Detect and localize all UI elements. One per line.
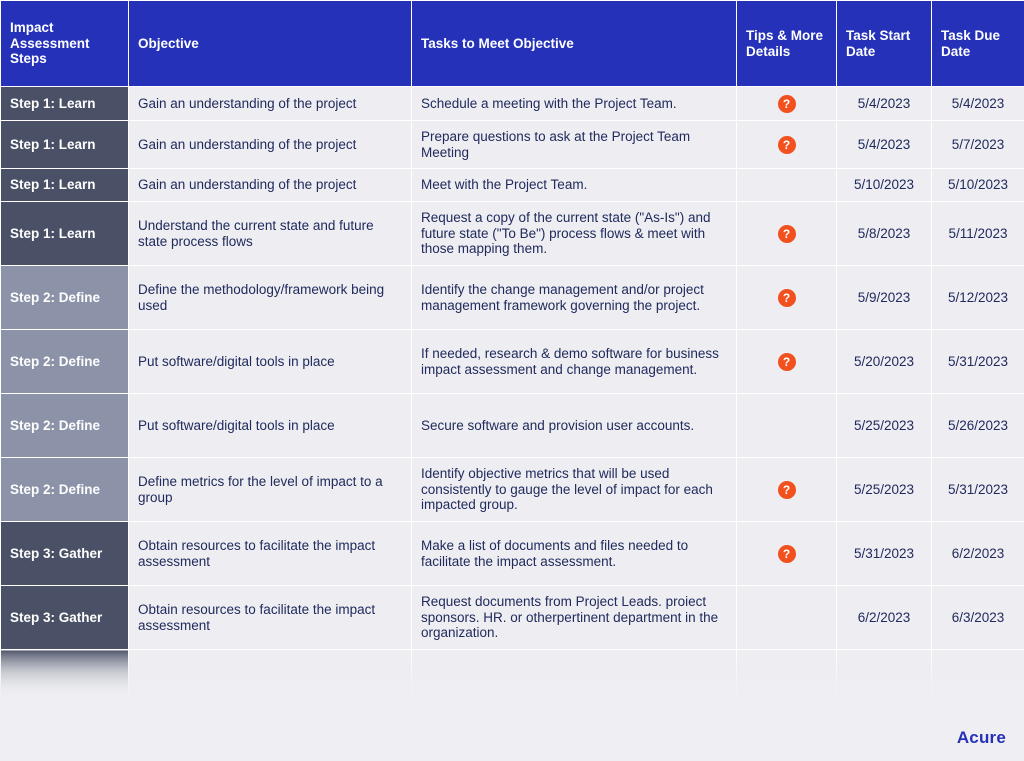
task-cell: Request a copy of the current state ("As-Is") and future state ("To Be") process flows & meet with those mapping them. [412,202,737,266]
header-objective: Objective [129,1,412,87]
header-steps: Impact Assessment Steps [1,1,129,87]
start-date-cell: 5/4/2023 [837,87,932,121]
tips-cell [737,330,837,394]
task-cell: Secure software and provision user accounts. [412,394,737,458]
table-row [1,202,1024,266]
task-cell: If needed, research & demo software for business impact assessment and change management. [412,330,737,394]
help-icon[interactable]: ? [778,353,796,371]
task-cell: Schedule a meeting with the Project Team. [412,87,737,121]
task-cell: Meet with the Project Team. [412,169,737,202]
tips-cell [737,266,837,330]
step-label: Step 3: Gather [1,586,129,650]
objective-cell: Define the methodology/framework being used [129,266,412,330]
due-date-cell: 5/11/2023 [932,202,1024,266]
tips-cell [737,522,837,586]
table-row [1,586,1024,650]
due-date-cell: 6/3/2023 [932,586,1024,650]
task-cell: Request documents from Project Leads. proiect sponsors. HR. or otherpertinent department in the organization. [412,586,737,650]
tips-cell [737,458,837,522]
faded-cell [129,650,412,700]
help-icon[interactable]: ? [778,289,796,307]
table-header-row [1,1,1024,87]
table-row [1,266,1024,330]
objective-cell: Put software/digital tools in place [129,330,412,394]
header-tips: Tips & More Details [737,1,837,87]
tips-cell [737,586,837,650]
task-cell: Identify the change management and/or project management framework governing the project. [412,266,737,330]
header-start-date: Task Start Date [837,1,932,87]
start-date-cell: 5/8/2023 [837,202,932,266]
start-date-cell: 5/4/2023 [837,121,932,169]
table-row [1,458,1024,522]
due-date-cell: 5/31/2023 [932,458,1024,522]
header-due-date: Task Due Date [932,1,1024,87]
table-row [1,522,1024,586]
step-label: Step 2: Define [1,266,129,330]
due-date-cell: 5/4/2023 [932,87,1024,121]
start-date-cell: 5/25/2023 [837,458,932,522]
tips-cell [737,169,837,202]
start-date-cell: 5/25/2023 [837,394,932,458]
due-date-cell: 5/26/2023 [932,394,1024,458]
step-label: Step 2: Define [1,394,129,458]
objective-cell: Understand the current state and future state process flows [129,202,412,266]
due-date-cell: 5/7/2023 [932,121,1024,169]
table-row [1,330,1024,394]
step-label: Step 1: Learn [1,169,129,202]
tips-cell [737,202,837,266]
start-date-cell: 5/10/2023 [837,169,932,202]
objective-cell: Gain an understanding of the project [129,87,412,121]
faded-cell [412,650,737,700]
table-row [1,394,1024,458]
tips-cell [737,87,837,121]
objective-cell: Define metrics for the level of impact to a group [129,458,412,522]
task-cell: Prepare questions to ask at the Project Team Meeting [412,121,737,169]
faded-step-cell [1,650,129,700]
faded-row [1,650,1024,700]
table-row [1,169,1024,202]
help-icon[interactable]: ? [778,136,796,154]
objective-cell: Obtain resources to facilitate the impact assessment [129,586,412,650]
step-label: Step 3: Gather [1,522,129,586]
faded-cell [837,650,932,700]
due-date-cell: 5/10/2023 [932,169,1024,202]
step-label: Step 2: Define [1,458,129,522]
due-date-cell: 6/2/2023 [932,522,1024,586]
due-date-cell: 5/12/2023 [932,266,1024,330]
objective-cell: Put software/digital tools in place [129,394,412,458]
faded-cell [737,650,837,700]
step-label: Step 2: Define [1,330,129,394]
objective-cell: Obtain resources to facilitate the impact assessment [129,522,412,586]
start-date-cell: 5/31/2023 [837,522,932,586]
header-tasks: Tasks to Meet Objective [412,1,737,87]
task-cell: Identify objective metrics that will be used consistently to gauge the level of impact for each impacted group. [412,458,737,522]
start-date-cell: 5/9/2023 [837,266,932,330]
start-date-cell: 6/2/2023 [837,586,932,650]
brand-logo: Acure [956,728,1006,747]
help-icon[interactable]: ? [778,545,796,563]
step-label: Step 1: Learn [1,202,129,266]
objective-cell: Gain an understanding of the project [129,169,412,202]
table-row [1,87,1024,121]
help-icon[interactable]: ? [778,95,796,113]
faded-cell [932,650,1024,700]
task-cell: Make a list of documents and files needed to facilitate the impact assessment. [412,522,737,586]
step-label: Step 1: Learn [1,121,129,169]
help-icon[interactable]: ? [778,481,796,499]
table-row [1,121,1024,169]
tips-cell [737,394,837,458]
objective-cell: Gain an understanding of the project [129,121,412,169]
step-label: Step 1: Learn [1,87,129,121]
help-icon[interactable]: ? [778,225,796,243]
start-date-cell: 5/20/2023 [837,330,932,394]
tips-cell [737,121,837,169]
due-date-cell: 5/31/2023 [932,330,1024,394]
